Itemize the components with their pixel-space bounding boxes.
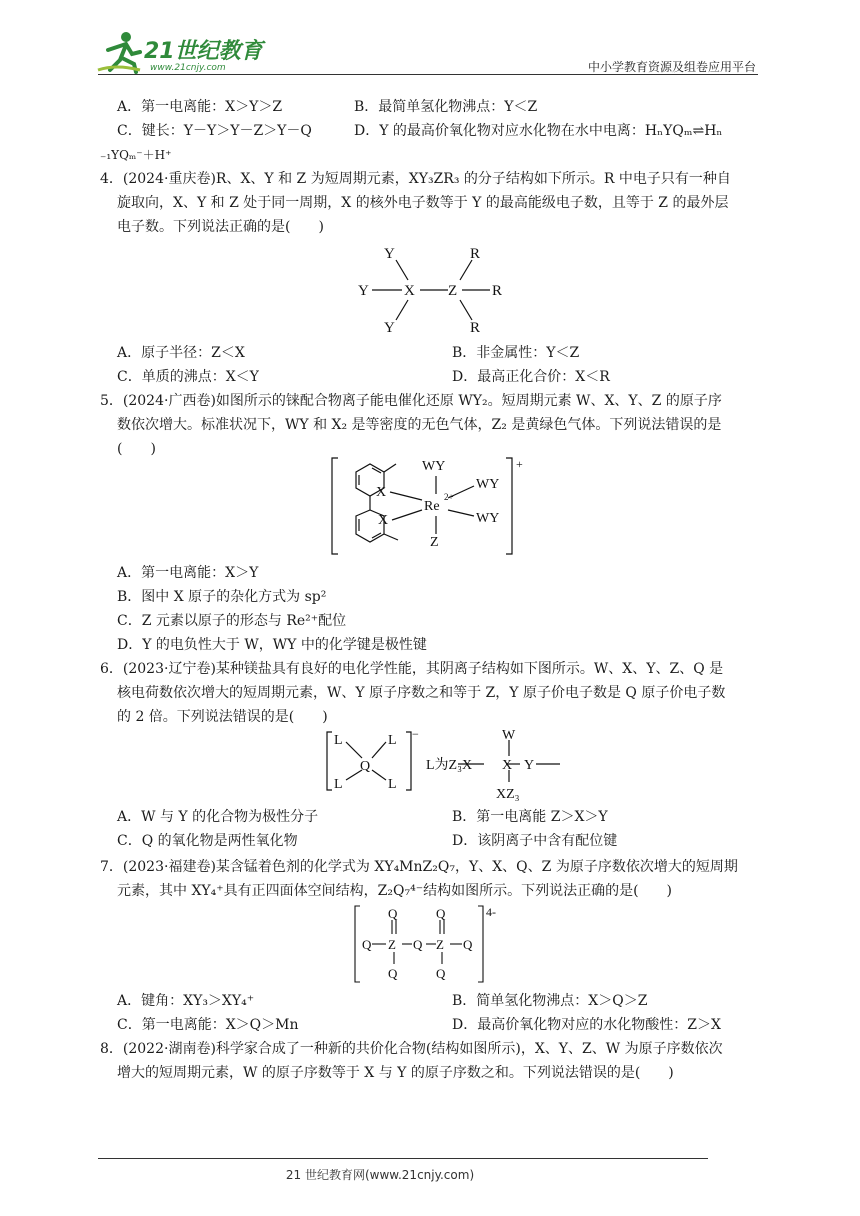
q4-option-b: B．非金属性：Y＜Z: [452, 345, 580, 361]
q3-option-d-cont: ₋₁YQₘ⁻＋H⁺: [100, 148, 172, 162]
q5-option-a: A．第一电离能：X＞Y: [117, 565, 259, 581]
runner-logo-icon: [96, 30, 146, 74]
q5-option-b: B．图中 X 原子的杂化方式为 sp²: [117, 589, 327, 605]
q3-option-d: D．Y 的最高价氧化物对应水化物在水中电离：HₙYQₘ⇌Hₙ: [354, 123, 723, 139]
q7-z-right: Z: [436, 937, 444, 952]
q7-line-2: 元素，其中 XY₄⁺具有正四面体空间结构，Z₂Q₇⁴⁻结构如图所示。下列说法正确的是( ): [117, 883, 673, 899]
q4-atom-r-right: R: [492, 283, 503, 299]
q6-atom-w: W: [502, 728, 516, 743]
logo-title: 21世纪教育: [144, 39, 263, 64]
q6-group-xz3: XZ₃: [496, 787, 520, 802]
q5-atom-x-upper: X: [376, 485, 387, 500]
q4-line-2: 旋取向，X、Y 和 Z 处于同一周期，X 的核外电子数等于 Y 的最高能级电子数，且等于 Z 的最外层: [117, 195, 729, 211]
q5-line-3: ( ): [117, 441, 156, 457]
q5-re-charge: 2+: [444, 492, 454, 502]
q7-option-a: A．键角：XY₃＞XY₄⁺: [117, 993, 255, 1009]
q7-q-left: Q: [362, 937, 372, 952]
q4-line-1: 4．(2024·重庆卷)R、X、Y 和 Z 为短周期元素，XY₃ZR₃ 的分子结构如下所示。R 中电子只有一种自: [100, 171, 731, 187]
q5-option-d: D．Y 的电负性大于 W，WY 中的化学键是极性键: [117, 637, 427, 653]
footer-text: 21 世纪教育网(www.21cnjy.com): [285, 1168, 475, 1182]
q4-option-d: D．最高正化合价：X＜R: [452, 369, 610, 385]
q6-option-b: B．第一电离能 Z＞X＞Y: [452, 809, 608, 825]
q7-option-d: D．最高价氧化物对应的水化物酸性：Z＞X: [452, 1017, 721, 1033]
q5-option-c: C．Z 元素以原子的形态与 Re²⁺配位: [117, 613, 347, 629]
header-logo: [96, 30, 266, 76]
q6-atom-x: X: [502, 758, 513, 773]
q6-center-q: Q: [360, 759, 371, 774]
q6-line-3: 的 2 倍。下列说法错误的是( ): [117, 709, 328, 725]
q7-z-left: Z: [388, 937, 396, 952]
q6-ligand-l-br: L: [388, 777, 397, 792]
q8-line-1: 8．(2022·湖南卷)科学家合成了一种新的共价化合物(结构如图所示)，X、Y、Z、W 为原子序数依次: [100, 1041, 723, 1057]
q6-option-d: D．该阴离子中含有配位键: [452, 833, 618, 849]
q8-line-2: 增大的短周期元素，W 的原子序数等于 X 与 Y 的原子序数之和。下列说法错误的是( ): [117, 1065, 674, 1081]
q4-line-3: 电子数。下列说法正确的是( ): [117, 219, 324, 235]
q4-atom-y-bottom: Y: [384, 320, 395, 336]
q6-option-a: A．W 与 Y 的化合物为极性分子: [117, 809, 319, 825]
q7-option-c: C．第一电离能：X＞Q＞Mn: [117, 1017, 299, 1033]
q5-re-center: Re: [424, 499, 440, 514]
platform-name: 中小学教育资源及组卷应用平台: [587, 60, 756, 74]
footer-divider: [98, 1158, 708, 1159]
q5-ligand-wy-top: WY: [422, 459, 446, 474]
q4-atom-z: Z: [448, 283, 458, 299]
q7-q-top-right: Q: [436, 906, 446, 921]
q3-option-c: C．键长：Y－Y＞Y－Z＞Y－Q: [117, 123, 312, 139]
q3-option-a: A．第一电离能：X＞Y＞Z: [117, 99, 283, 115]
q5-atom-x-lower: X: [378, 513, 389, 528]
q5-ion-charge: +: [516, 457, 523, 471]
q4-option-a: A．原子半径：Z＜X: [117, 345, 245, 361]
q6-line-1: 6．(2023·辽宁卷)某种镁盐具有良好的电化学性能，其阴离子结构如下图所示。W、X、Y、Z、Q 是: [100, 661, 724, 677]
q3-option-b: B．最简单氢化物沸点：Y＜Z: [354, 99, 538, 115]
q7-charge: 4-: [486, 905, 496, 919]
header-divider: [98, 74, 758, 75]
q6-ligand-l-tl: L: [334, 733, 343, 748]
q6-anion-diagram: [324, 726, 584, 806]
logo-url: www.21cnjy.com: [150, 63, 226, 73]
q6-ligand-l-bl: L: [334, 777, 343, 792]
q5-ligand-wy-lower: WY: [476, 511, 500, 526]
q4-atom-r-bottom: R: [470, 320, 481, 336]
q4-atom-y-top: Y: [384, 246, 395, 262]
q4-atom-r-top: R: [470, 246, 481, 262]
q5-atom-z: Z: [430, 535, 439, 550]
q4-structure-diagram: [350, 240, 520, 340]
q5-line-2: 数依次增大。标准状况下，WY 和 X₂ 是等密度的无色气体，Z₂ 是黄绿色气体。下列说法错误的是: [117, 417, 722, 433]
q4-atom-y-left: Y: [358, 283, 369, 299]
q7-q-top-left: Q: [388, 906, 398, 921]
q7-option-b: B．简单氢化物沸点：X＞Q＞Z: [452, 993, 648, 1009]
q7-q-bottom-right: Q: [436, 966, 446, 981]
q7-q-bridge: Q: [413, 937, 423, 952]
q4-option-c: C．单质的沸点：X＜Y: [117, 369, 259, 385]
q6-ligand-l-tr: L: [388, 733, 397, 748]
q4-atom-x: X: [404, 283, 415, 299]
q7-q-bottom-left: Q: [388, 966, 398, 981]
q6-atom-y: Y: [524, 758, 535, 773]
q7-q-right: Q: [463, 937, 473, 952]
q5-ligand-wy-right: WY: [476, 477, 500, 492]
q6-charge: −: [412, 727, 419, 741]
q5-line-1: 5．(2024·广西卷)如图所示的铼配合物离子能电催化还原 WY₂。短周期元素 W、X、Y、Z 的原子序: [100, 393, 722, 409]
q7-line-1: 7．(2023·福建卷)某含锰着色剂的化学式为 XY₄MnZ₂Q₇，Y、X、Q、Z 为原子序数依次增大的短周期: [100, 859, 738, 875]
q6-l-definition: L为Z₃X: [426, 758, 473, 773]
q6-line-2: 核电荷数依次增大的短周期元素，W、Y 原子序数之和等于 Z，Y 原子价电子数是 Q 原子价电子数: [117, 685, 726, 701]
q6-option-c: C．Q 的氧化物是两性氧化物: [117, 833, 298, 849]
q5-complex-diagram: [326, 454, 536, 558]
q7-anion-diagram: [350, 902, 530, 986]
